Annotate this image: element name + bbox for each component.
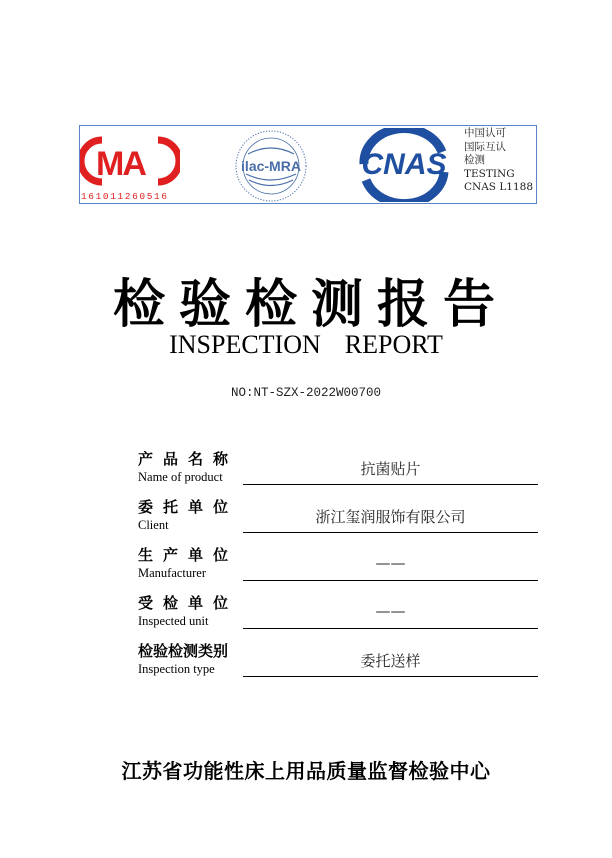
field-label-zh: 受检单位 bbox=[138, 594, 239, 612]
cert-line: TESTING bbox=[464, 167, 515, 180]
field-underline bbox=[243, 484, 538, 485]
report-title: 检验检测报告 bbox=[112, 274, 509, 335]
field-label-en: Inspected unit bbox=[138, 614, 209, 628]
report-number: NO:NT-SZX-2022W00700 bbox=[230, 386, 382, 400]
field-label bbox=[138, 640, 248, 677]
field-value: —— bbox=[375, 554, 406, 572]
cnas-certification-text bbox=[464, 127, 533, 195]
cma-code: 161011260516 bbox=[81, 191, 169, 202]
field-label bbox=[138, 544, 248, 581]
field-underline bbox=[243, 532, 538, 533]
field-value: 委托送样 bbox=[360, 652, 421, 670]
accreditation-logo-strip bbox=[79, 125, 537, 204]
field-underline bbox=[243, 628, 538, 629]
field-label bbox=[138, 592, 248, 629]
field-row-product-name bbox=[138, 444, 538, 492]
subtitle-word: REPORT bbox=[344, 330, 443, 359]
field-label-zh: 产品名称 bbox=[138, 450, 239, 468]
svg-text:MA: MA bbox=[96, 145, 145, 183]
subtitle-word: INSPECTION bbox=[169, 330, 321, 359]
field-underline bbox=[243, 580, 538, 581]
field-label-zh: 生产单位 bbox=[138, 546, 239, 564]
field-row-inspection-type bbox=[138, 636, 538, 684]
field-label-en: Client bbox=[138, 518, 169, 532]
field-underline bbox=[243, 676, 538, 677]
issuing-organization: 江苏省功能性床上用品质量监督检验中心 bbox=[121, 759, 491, 783]
field-value: 抗菌贴片 bbox=[360, 460, 421, 478]
field-label bbox=[138, 496, 248, 533]
field-row-client bbox=[138, 492, 538, 540]
field-label-en: Manufacturer bbox=[138, 566, 207, 580]
field-label-en: Inspection type bbox=[138, 662, 215, 676]
field-label-en: Name of product bbox=[138, 470, 223, 484]
report-info-fields bbox=[138, 444, 538, 684]
field-value: 浙江玺润服饰有限公司 bbox=[315, 508, 466, 526]
cma-logo bbox=[80, 130, 180, 190]
svg-text:CNAS: CNAS bbox=[361, 148, 447, 181]
cert-line: 国际互认 bbox=[464, 140, 506, 153]
field-row-manufacturer bbox=[138, 540, 538, 588]
field-label bbox=[138, 448, 248, 485]
field-row-inspected-unit bbox=[138, 588, 538, 636]
field-value: —— bbox=[375, 602, 406, 620]
cert-line: 检测 bbox=[464, 154, 485, 166]
report-subtitle bbox=[0, 330, 612, 360]
svg-text:ilac-MRA: ilac-MRA bbox=[241, 158, 301, 174]
cert-line: 中国认可 bbox=[464, 127, 506, 139]
cnas-logo bbox=[354, 128, 454, 202]
field-label-zh: 委托单位 bbox=[138, 498, 239, 516]
field-label-zh: 检验检测类别 bbox=[138, 642, 229, 660]
cert-line: CNAS L1188 bbox=[464, 181, 534, 193]
ilac-mra-logo bbox=[232, 128, 310, 204]
